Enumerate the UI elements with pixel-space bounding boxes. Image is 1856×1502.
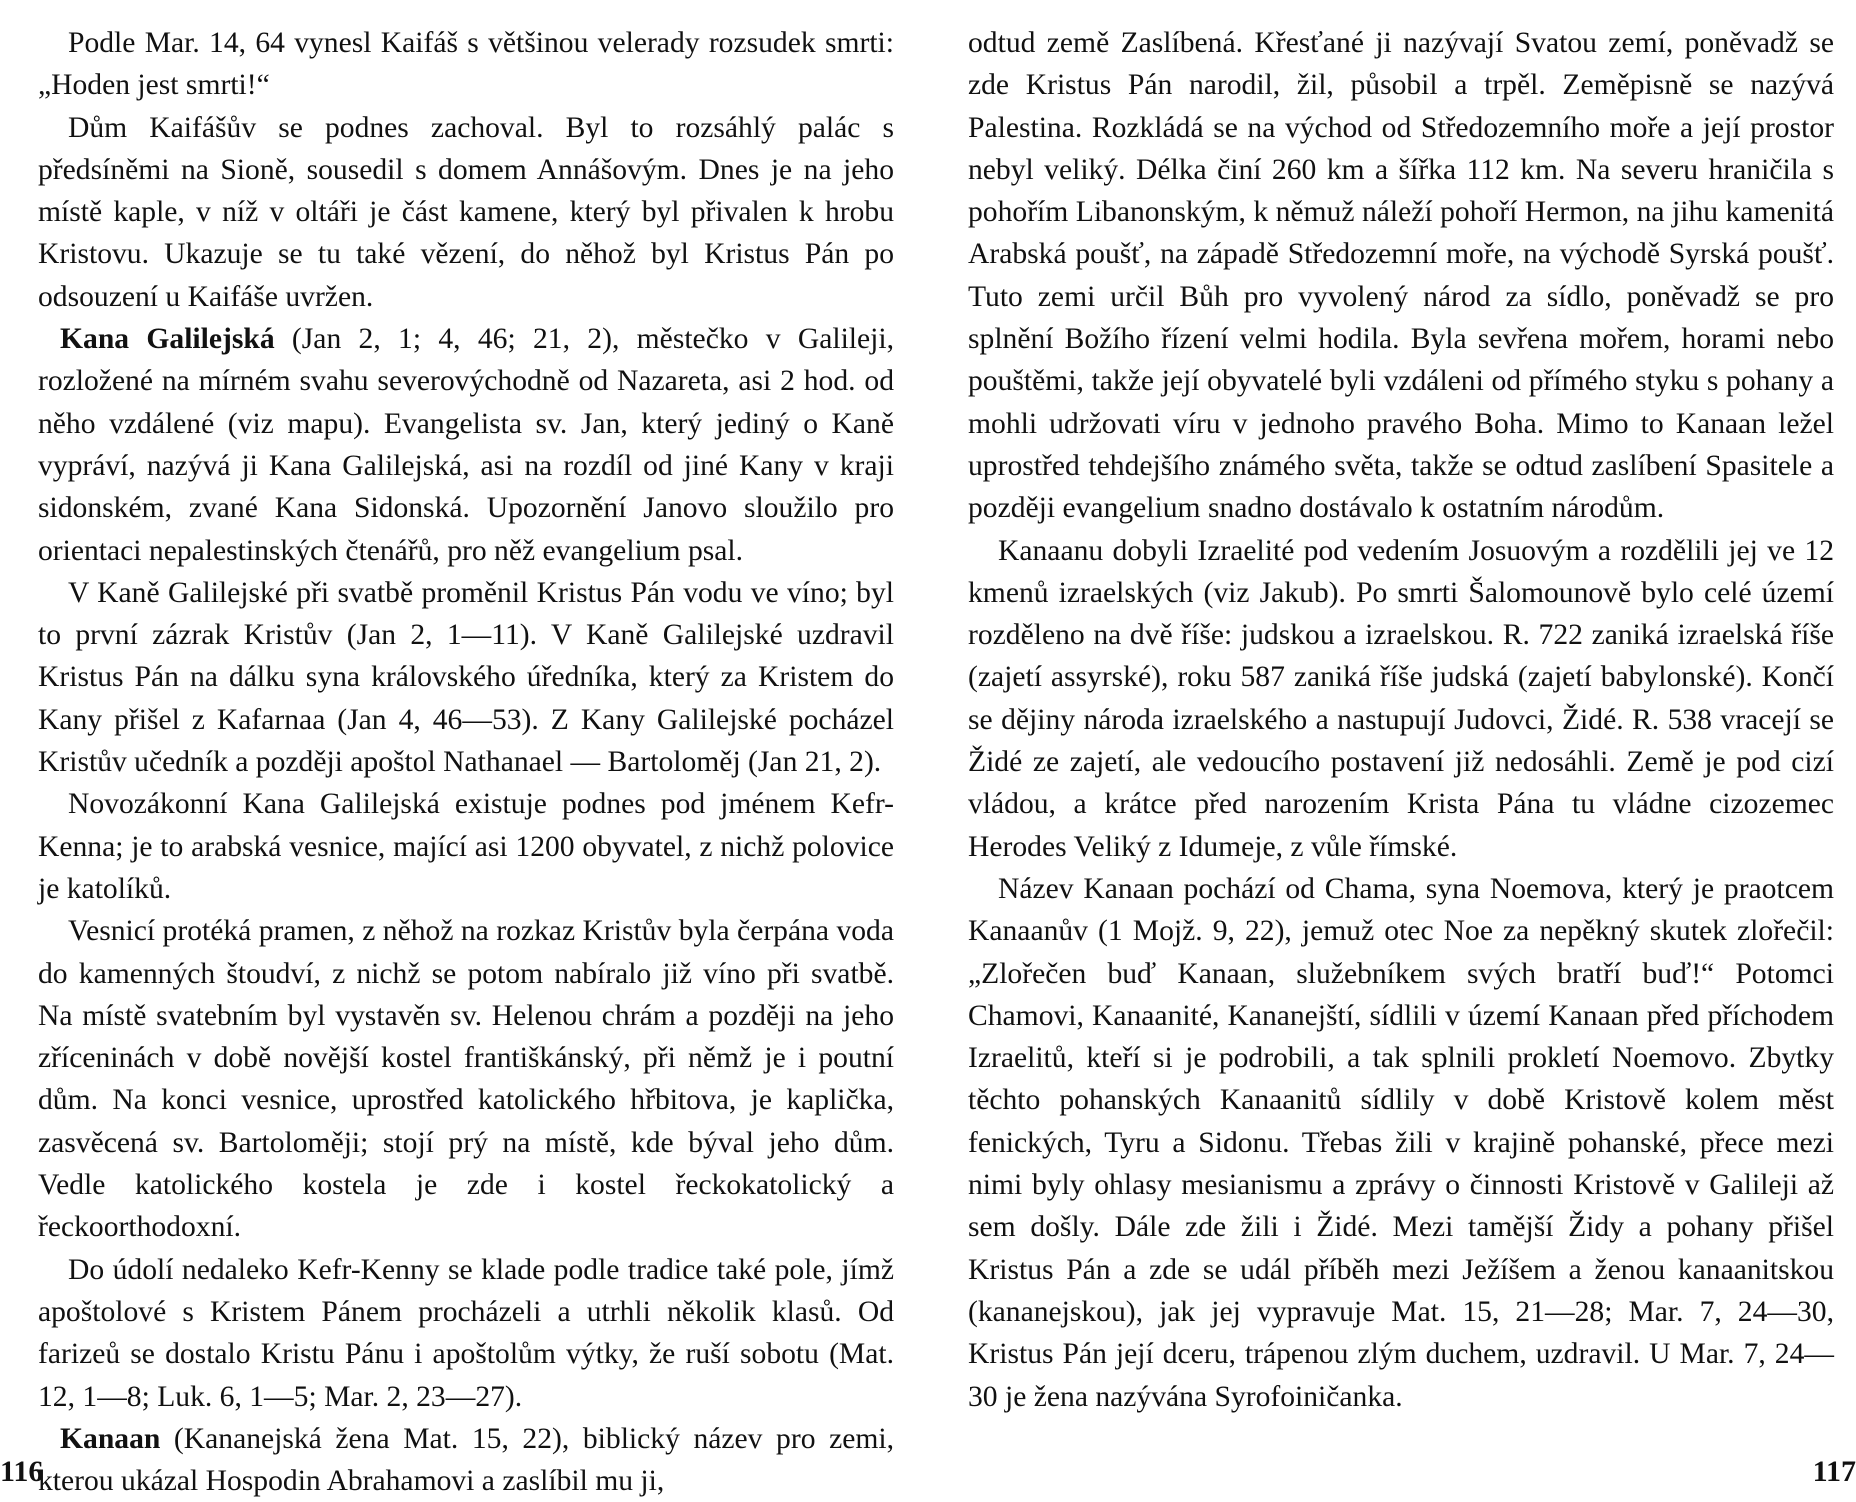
paragraph-continuation: odtud země Zaslíbená. Křesťané ji nazývají Svatou zemí, poněvadž se zde Kristus Pán narodil, žil, působil a trpěl. Zeměpisně se nazývá Palestina. Rozkládá se na východ od Středozemního moře a její prostor nebyl veliký. Délka činí 260 km a šířka 112 km. Na severu hraničila s pohořím Libanonským, k němuž náleží pohoří Hermon, na jihu kamenitá Arabská poušť, na západě Středozemní moře, na východě Syrská poušť. Tuto zemi určil Bůh pro vyvolený národ za sídlo, poněvadž se pro splnění Božího řízení velmi hodila. Byla sevřena mořem, horami nebo pouštěmi, takže její obyvatelé byli vzdáleni od přímého styku s pohany a mohli udržovati víru v jednoho pravého Boha. Mimo to Kanaan ležel uprostřed tehdejšího známého světa, takže se odtud zaslíbení Spasitele a později evangelium snadno dostávalo k ostatním národům. bbox=[968, 27, 1834, 525]
page-number: 116 bbox=[0, 1455, 44, 1488]
paragraph: Do údolí nedaleko Kefr-Kenny se klade podle tradice také pole, jímž apoštolové s Kristem Pánem procházeli a utrhli několik klasů. Od farizeů se dostalo Kristu Pánu i apoštolům výtky, že ruší sobotu (Mat. 12, 1—8; Luk. 6, 1—5; Mar. 2, 23—27). bbox=[38, 1253, 894, 1413]
entry-text: (Jan 2, 1; 4, 46; 21, 2), městečko v Galileji, rozložené na mírném svahu severovýchodně od Nazareta, asi 2 hod. od něho vzdálené (viz mapu). Evangelista sv. Jan, který jediný o Kaně vypráví, nazývá ji Kana Galilejská, asi na rozdíl od jiné Kany v kraji sidonském, zvané Kana Sidonská. Upozornění Janovo sloužilo pro orientaci nepalestinských čtenářů, pro něž evangelium psal. bbox=[38, 323, 894, 567]
left-page bbox=[0, 0, 928, 1500]
right-page bbox=[928, 0, 1856, 1500]
entry-paragraph-kanaan bbox=[38, 1418, 894, 1502]
entry-text: (Kananejská žena Mat. 15, 22), biblický název pro zemi, kterou ukázal Hospodin Abrahamovi a zaslíbil mu ji, bbox=[38, 1422, 894, 1498]
paragraph: Název Kanaan pochází od Chama, syna Noemova, který je praotcem Kanaanův (1 Mojž. 9, 22), jemuž otec Noe za nepěkný skutek zlořečil: „Zlořečen buď Kanaan, služebníkem svých bratří buď!“ Potomci Chamovi, Kanaanité, Kananejští, sídlili v území Kanaan před příchodem Izraelitů, kteří si je podrobili, a tak splnili prokletí Noemovo. Zbytky těchto pohanských Kanaanitů sídlily v době Kristově kolem měst fenických, Tyru a Sidonu. Třebas žili v krajině pohanské, přece mezi nimi byly ohlasy mesianismu a zprávy o činnosti Kristově v Galileji až sem došly. Dále zde žili i Židé. Mezi tamější Židy a pohany přišel Kristus Pán a zde se udál příběh mezi Ježíšem a ženou kanaanitskou (kananejskou), jak jej vypravuje Mat. 15, 21—28; Mar. 7, 24—30, Kristus Pán její dceru, trápenou zlým duchem, uzdravil. U Mar. 7, 24—30 je žena nazývána Syrofoiničanka. bbox=[968, 872, 1834, 1413]
paragraph: Kanaanu dobyli Izraelité pod vedením Josuovým a rozdělili jej ve 12 kmenů izraelských (viz Jakub). Po smrti Šalomounově bylo celé území rozděleno na dvě říše: judskou a izraelskou. R. 722 zaniká izraelská říše (zajetí assyrské), roku 587 zaniká říše judská (zajetí babylonské). Končí se dějiny národa izraelského a nastupují Judovci, Židé. R. 538 vracejí se Židé ze zajetí, ale vedoucího postavení již nedosáhli. Země je pod cizí vládou, a krátce před narozením Krista Pána tu vládne cizozemec Herodes Veliký z Idumeje, z vůle římské. bbox=[968, 534, 1834, 863]
entry-term: Kana Galilejská bbox=[60, 323, 275, 356]
left-text-column bbox=[38, 22, 894, 1502]
paragraph: Novozákonní Kana Galilejská existuje podnes pod jménem Kefr-Kenna; je to arabská vesnice, mající asi 1200 obyvatel, z nichž polovice je katolíků. bbox=[38, 788, 894, 905]
paragraph: Dům Kaifášův se podnes zachoval. Byl to rozsáhlý palác s předsíněmi na Sioně, sousedil s domem Annášovým. Dnes je na jeho místě kaple, v níž v oltáři je část kamene, který byl přivalen k hrobu Kristovu. Ukazuje se tu také vězení, do něhož byl Kristus Pán po odsouzení u Kaifáše uvržen. bbox=[38, 111, 894, 313]
right-text-column bbox=[968, 22, 1834, 1418]
paragraph: V Kaně Galilejské při svatbě proměnil Kristus Pán vodu ve víno; byl to první zázrak Kristův (Jan 2, 1—11). V Kaně Galilejské uzdravil Kristus Pán na dálku syna královského úředníka, který za Kristem do Kany přišel z Kafarnaa (Jan 4, 46—53). Z Kany Galilejské pocházel Kristův učedník a později apoštol Nathanael — Bartoloměj (Jan 21, 2). bbox=[38, 576, 894, 779]
paragraph: Vesnicí protéká pramen, z něhož na rozkaz Kristův byla čerpána voda do kamenných štoudví, z nichž se potom nabíralo již víno při svatbě. Na místě svatebním byl vystavěn sv. Helenou chrám a později na jeho zříceninách v době novější kostel františkánský, při němž je i poutní dům. Na konci vesnice, uprostřed katolického hřbitova, je kaplička, zasvěcená sv. Bartoloměji; stojí prý na místě, kde býval jeho dům. Vedle katolického kostela je zde i kostel řeckokatolický a řeckoorthodoxní. bbox=[38, 915, 894, 1244]
entry-term: Kanaan bbox=[60, 1422, 161, 1455]
entry-paragraph-kana-galilejska bbox=[38, 318, 894, 572]
page-number: 117 bbox=[1812, 1455, 1856, 1488]
paragraph: Podle Mar. 14, 64 vynesl Kaifáš s většinou velerady rozsudek smrti: „Hoden jest smrti!“ bbox=[38, 27, 894, 102]
